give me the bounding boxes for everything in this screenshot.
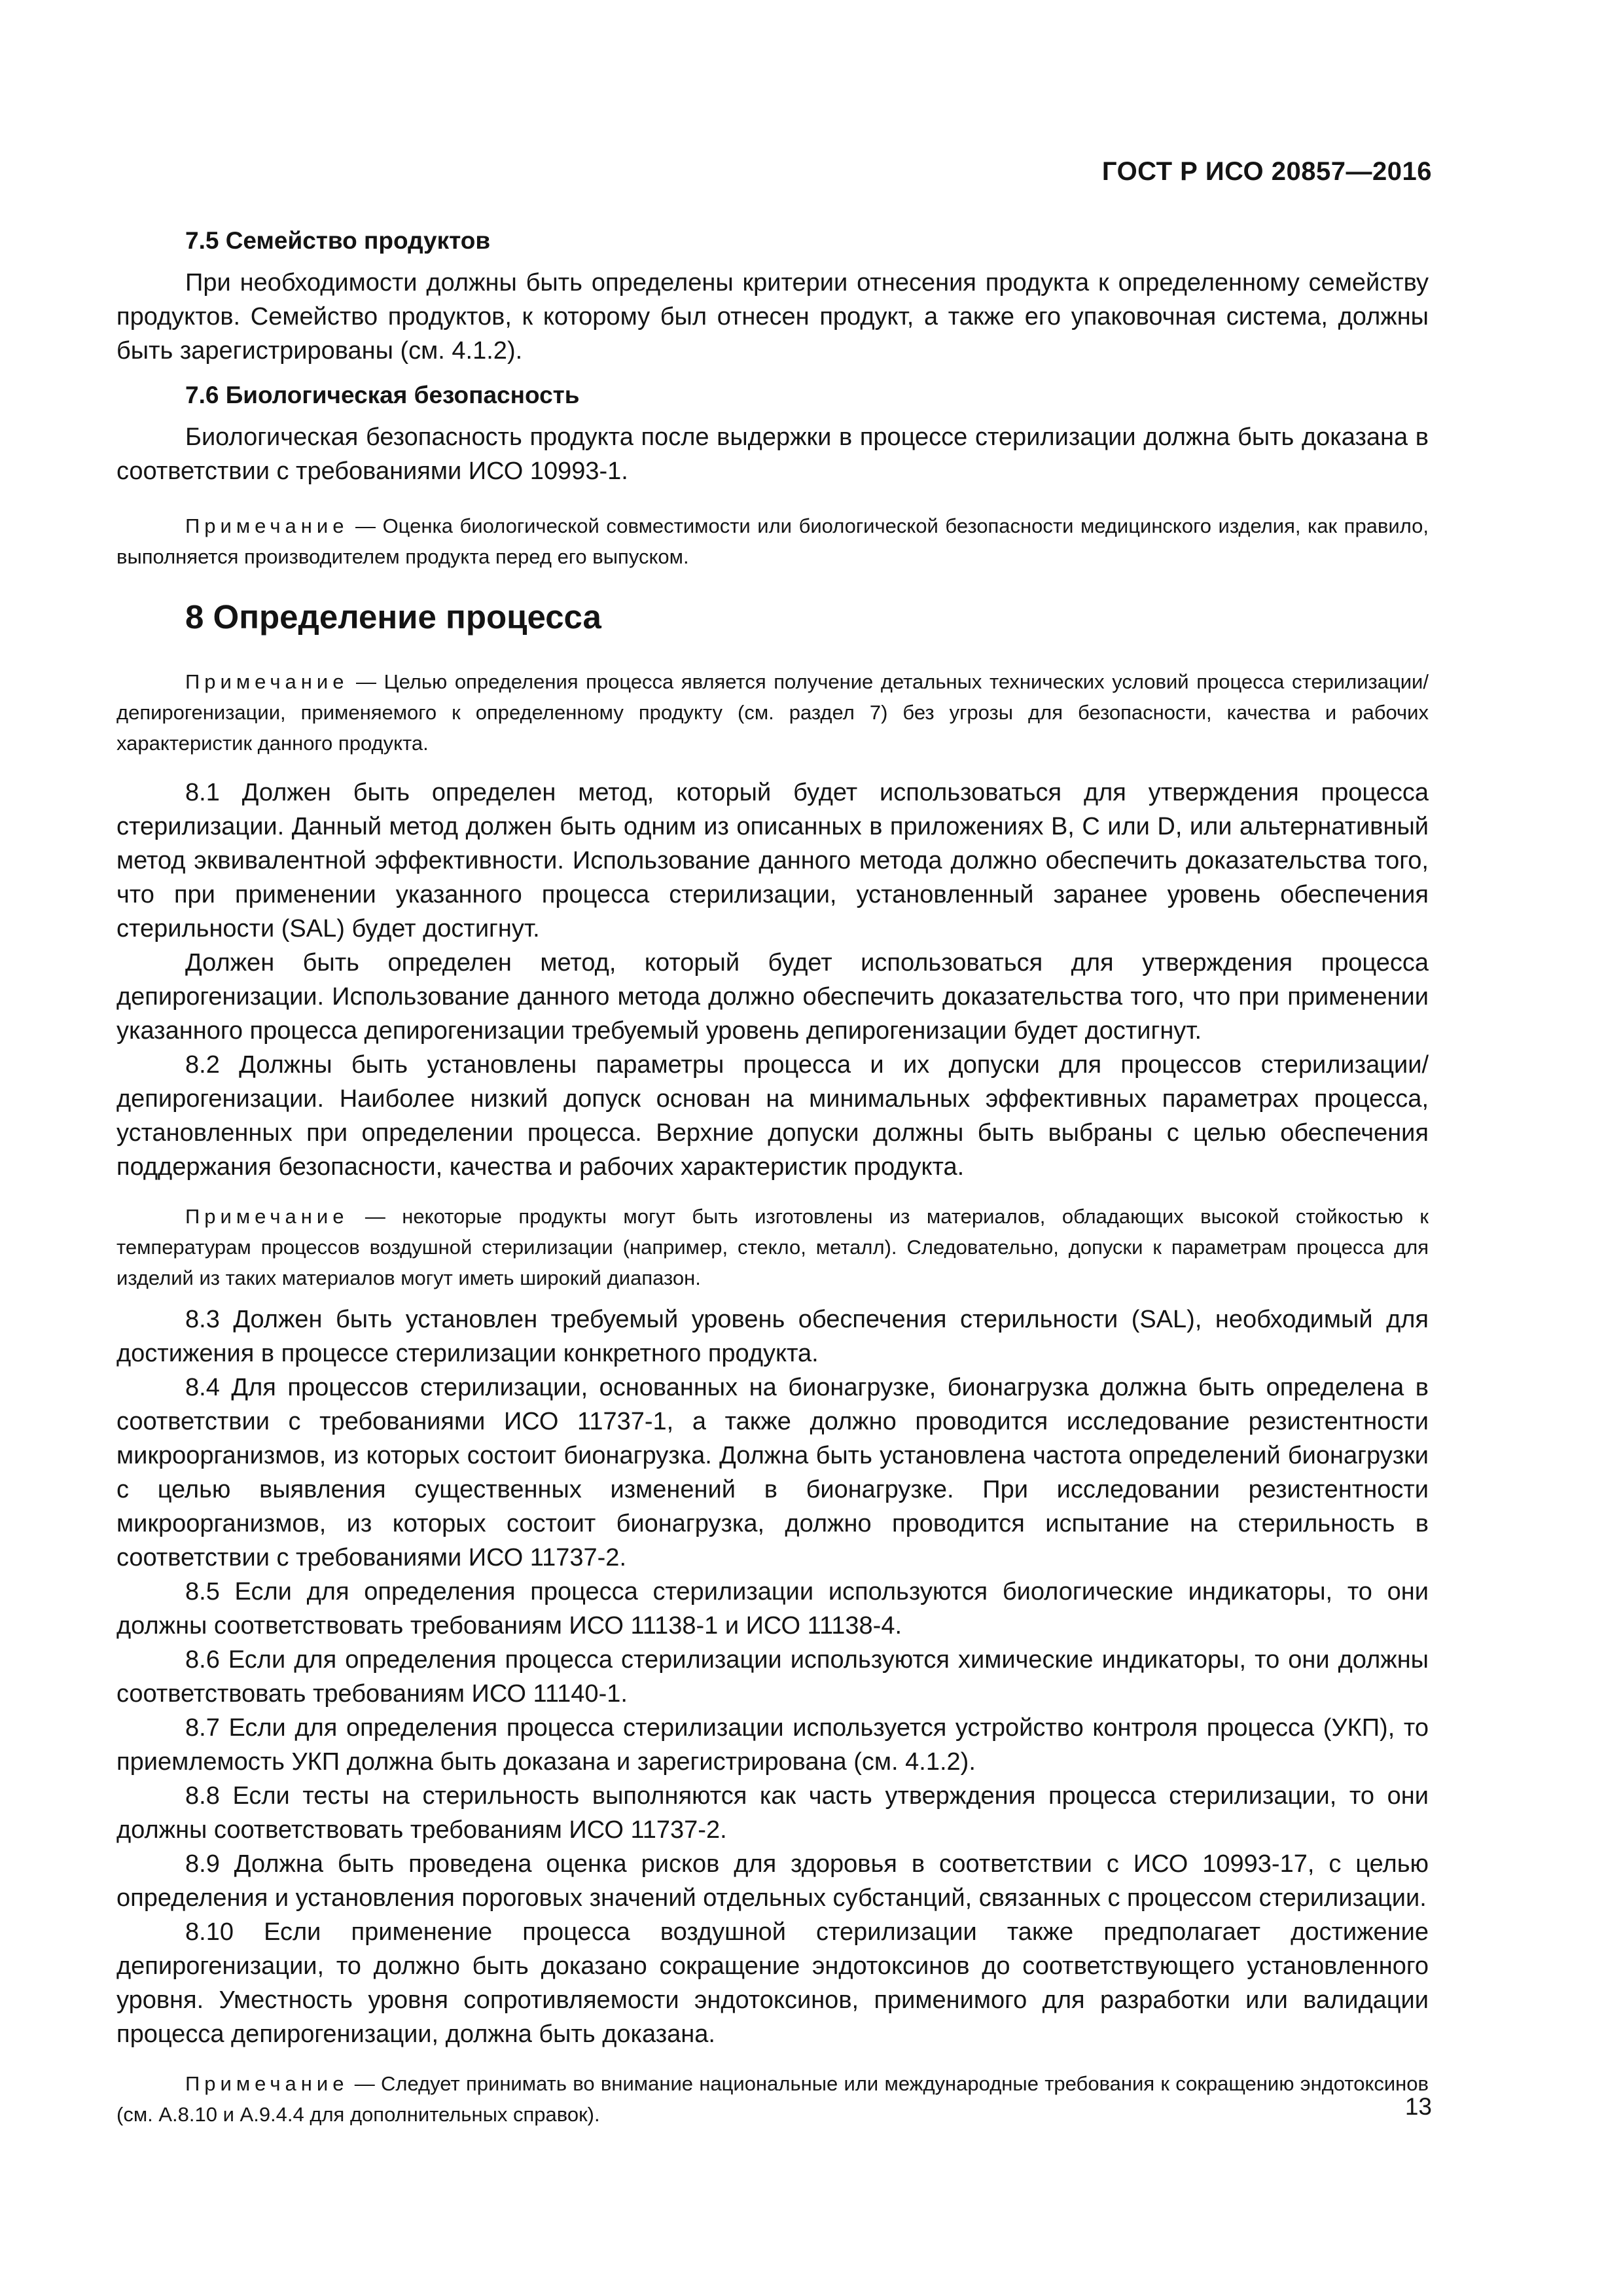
- section-8-intro-note: [116, 666, 1429, 759]
- paragraph-8-10-note: [116, 2068, 1429, 2130]
- paragraph-8-4: 8.4 Для процессов стерилизации, основанных на бионагрузке, бионагрузка должна быть определена в соответствии с требованиями ИСО 11737-1, а также должно проводится исследование резистентности микроорганизмов, из которых состоит бионагрузка. Должна быть установлена частота определений бионагрузки с целью выявления существенных изменений в бионагрузке. При исследовании резистентности микроорганизмов, из которых состоит бионагрузка, должно проводится испытание на стерильность в соответствии с требованиями ИСО 11737-2.: [116, 1374, 1429, 1571]
- section-7-6-title: 7.6 Биологическая безопасность: [185, 382, 580, 408]
- paragraph-8-2-note: [116, 1201, 1429, 1293]
- paragraph-8-9: 8.9 Должна быть проведена оценка рисков для здоровья в соответствии с ИСО 10993-17, с целью определения и установления пороговых значений отдельных субстанций, связанных с процессом стерилизации.: [116, 1850, 1429, 1912]
- paragraph-8-5: 8.5 Если для определения процесса стерилизации используются биологические индикаторы, то они должны соответствовать требованиям ИСО 11138-1 и ИСО 11138-4.: [116, 1578, 1429, 1640]
- note-label: Примечание: [185, 2072, 349, 2095]
- note-text: — некоторые продукты могут быть изготовлены из материалов, обладающих высокой стойкостью к температурам процессов воздушной стерилизации (например, стекло, металл). Следовательно, допуски к параметрам процесса для изделий из таких материалов могут иметь широкий диапазон.: [116, 1205, 1429, 1289]
- paragraph-8-6: 8.6 Если для определения процесса стерилизации используются химические индикаторы, то они должны соответствовать требованиям ИСО 11140-1.: [116, 1646, 1429, 1708]
- note-label: Примечание: [185, 1205, 349, 1228]
- note-label: Примечание: [185, 514, 349, 537]
- section-7-6-note: [116, 511, 1429, 572]
- paragraph-8-1-continued: Должен быть определен метод, который будет использоваться для утверждения процесса депирогенизации. Использование данного метода должно обеспечить доказательства того, что при применении указанного процесса депирогенизации требуемый уровень депирогенизации будет достигнут.: [116, 949, 1429, 1045]
- note-text: — Целью определения процесса является получение детальных технических условий процесса стерилизации/депирогенизации, применяемого к определенному продукту (см. раздел 7) без угрозы для безопасности, качества и рабочих характеристик данного продукта.: [116, 670, 1429, 755]
- paragraph-8-8: 8.8 Если тесты на стерильность выполняются как часть утверждения процесса стерилизации, то они должны соответствовать требованиям ИСО 11737-2.: [116, 1782, 1429, 1844]
- paragraph-8-10: 8.10 Если применение процесса воздушной стерилизации также предполагает достижение депирогенизации, то должно быть доказано сокращение эндотоксинов до соответствующего установленного уровня. Уместность уровня сопротивляемости эндотоксинов, применимого для разработки или валидации процесса депирогенизации, должна быть доказана.: [116, 1918, 1429, 2048]
- section-7-5-title: 7.5 Семейство продуктов: [185, 227, 491, 254]
- section-8-title: 8 Определение процесса: [185, 598, 601, 636]
- page-content: [116, 223, 1429, 2130]
- paragraph-8-1: 8.1 Должен быть определен метод, который будет использоваться для утверждения процесса стерилизации. Данный метод должен быть одним из описанных в приложениях В, С или D, или альтернативный метод эквивалентной эффективности. Использование данного метода должно обеспечить доказательства того, что при применении указанного процесса стерилизации, установленный заранее уровень обеспечения стерильности (SAL) будет достигнут.: [116, 779, 1429, 942]
- paragraph-8-2: 8.2 Должны быть установлены параметры процесса и их допуски для процессов стерилизации/ депирогенизации. Наиболее низкий допуск основан на минимальных эффективных параметрах процесса, установленных при определении процесса. Верхние допуски должны быть выбраны с целью обеспечения поддержания безопасности, качества и рабочих характеристик продукта.: [116, 1051, 1429, 1181]
- section-7-6-text: Биологическая безопасность продукта после выдержки в процессе стерилизации должна быть доказана в соответствии с требованиями ИСО 10993-1.: [116, 423, 1429, 485]
- note-text: — Оценка биологической совместимости или биологической безопасности медицинского изделия, как правило, выполняется производителем продукта перед его выпуском.: [116, 514, 1429, 568]
- paragraph-8-7: 8.7 Если для определения процесса стерилизации используется устройство контроля процесса (УКП), то приемлемость УКП должна быть доказана и зарегистрирована (см. 4.1.2).: [116, 1714, 1429, 1776]
- paragraph-8-3: 8.3 Должен быть установлен требуемый уровень обеспечения стерильности (SAL), необходимый для достижения в процессе стерилизации конкретного продукта.: [116, 1306, 1429, 1367]
- note-label: Примечание: [185, 670, 349, 693]
- page-number: 13: [1404, 2093, 1432, 2120]
- document-code-header: ГОСТ Р ИСО 20857—2016: [1101, 157, 1432, 186]
- note-text: — Следует принимать во внимание национальные или международные требования к сокращению эндотоксинов (см. А.8.10 и А.9.4.4 для дополнительных справок).: [116, 2072, 1429, 2126]
- section-7-5-text: При необходимости должны быть определены критерии отнесения продукта к определенному семейству продуктов. Семейство продуктов, к которому был отнесен продукт, а также его упаковочная система, должны быть зарегистрированы (см. 4.1.2).: [116, 269, 1429, 365]
